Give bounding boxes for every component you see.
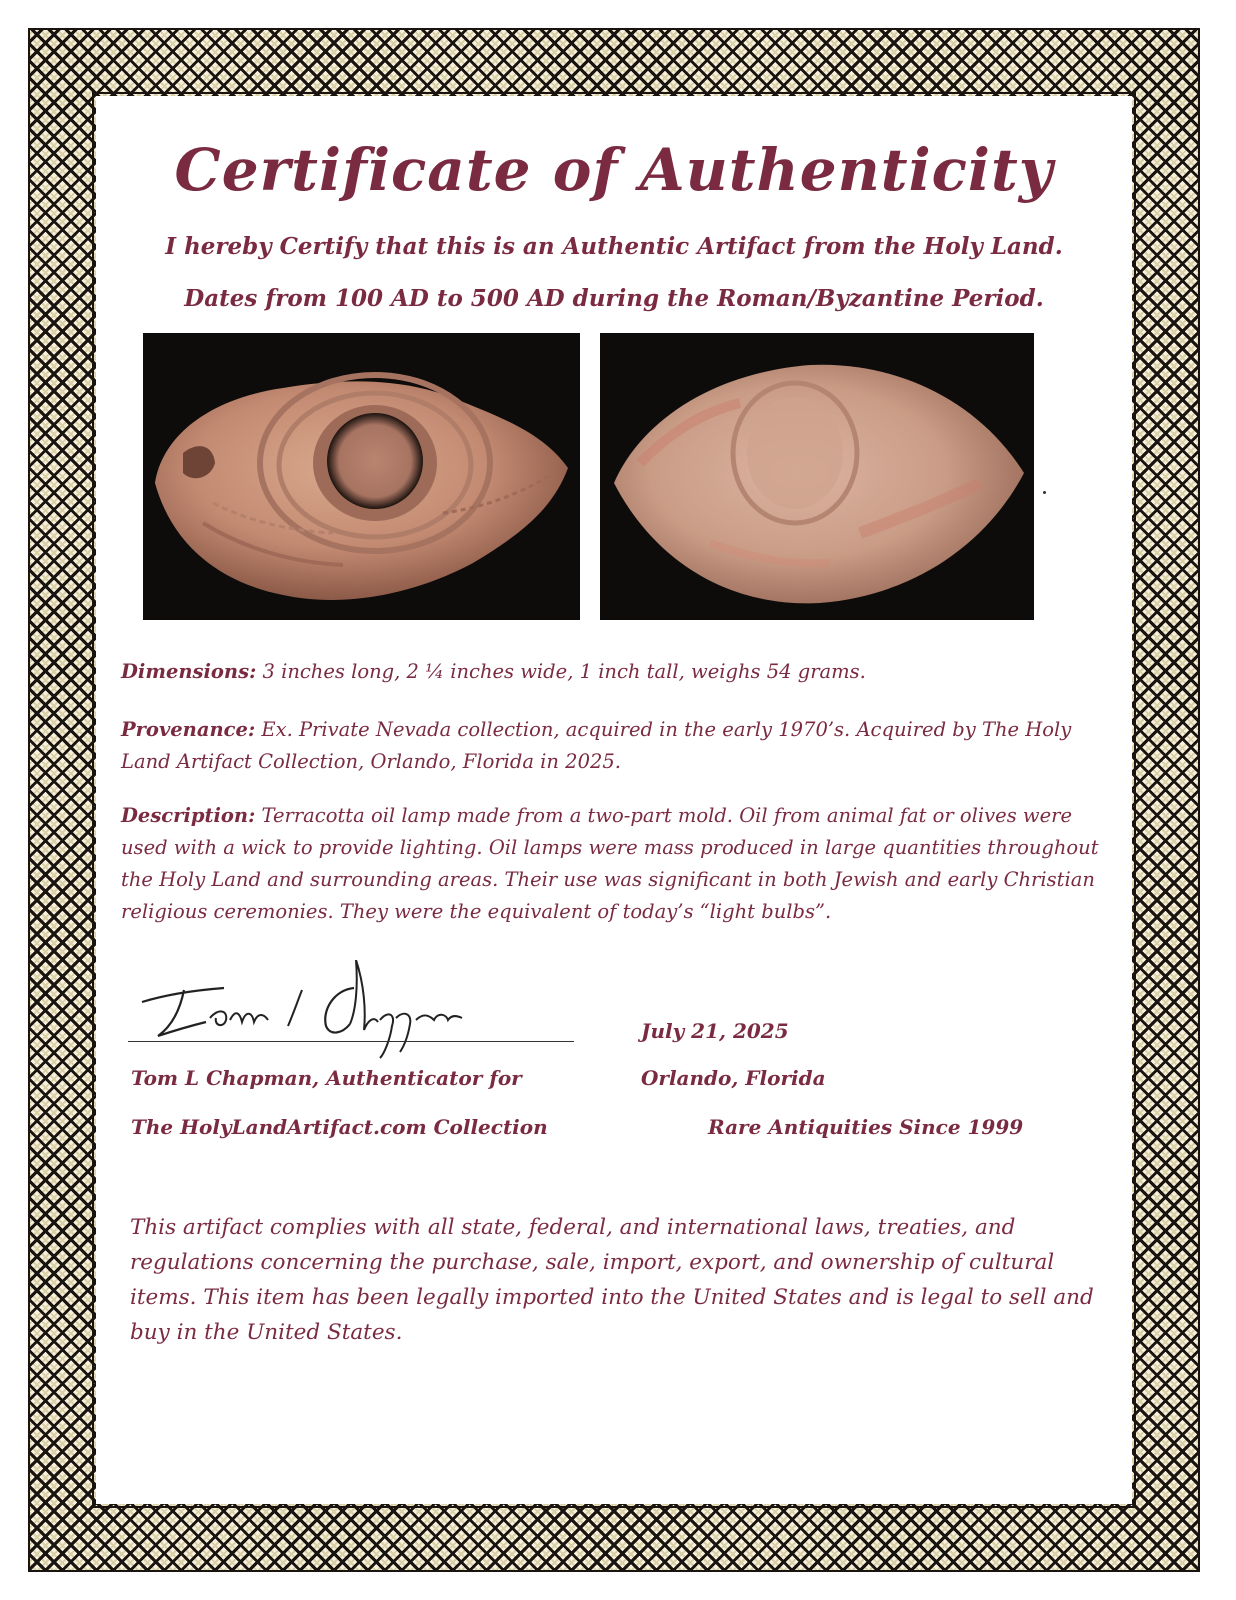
certificate-city: Orlando, Florida	[641, 1066, 826, 1090]
tagline: Rare Antiquities Since 1999	[708, 1115, 1024, 1139]
provenance-label: Provenance:	[121, 718, 256, 741]
dimensions-text: 3 inches long, 2 ¼ inches wide, 1 inch tall, weighs 54 grams.	[256, 660, 866, 683]
description-text: Terracotta oil lamp made from a two-part mold. Oil from animal fat or olives were used with a wick to provide lighting. Oil lamps were mass produced in large quantities throughout the Holy Land and surrounding areas. Their use was significant in both Jewish and early Christian religious ceremonies. They were the equivalent of today’s “light bulbs”.	[121, 804, 1099, 923]
certificate-date: July 21, 2025	[641, 1019, 789, 1043]
description-label: Description:	[121, 804, 256, 827]
provenance-text: Ex. Private Nevada collection, acquired in the early 1970’s. Acquired by The Holy Land Artifact Collection, Orlando, Florida in 2025.	[121, 718, 1072, 773]
collection-name: The HolyLandArtifact.com Collection	[131, 1115, 548, 1139]
oil-lamp-bottom-view-photo	[600, 333, 1034, 620]
signature-icon	[128, 960, 578, 1060]
dimensions-label: Dimensions:	[121, 660, 257, 683]
dimensions-paragraph	[121, 656, 1111, 688]
legal-statement: This artifact complies with all state, federal, and international laws, treaties, and regulations concerning the purchase, sale, import, export, and ownership of cultural items. This item has been legally imported into the United States and is legal to sell and buy in the United States.	[130, 1215, 1094, 1345]
signature-line	[128, 1041, 574, 1042]
description-paragraph	[121, 800, 1111, 928]
oil-lamp-top-icon	[143, 333, 580, 620]
paper-speck	[1043, 491, 1046, 494]
dates-statement: Dates from 100 AD to 500 AD during the Roman/Byzantine Period.	[184, 285, 1044, 312]
provenance-paragraph	[121, 714, 1111, 778]
certify-statement: I hereby Certify that this is an Authentic Artifact from the Holy Land.	[165, 233, 1063, 260]
certificate-title: Certificate of Authenticity	[174, 136, 1054, 204]
oil-lamp-bottom-icon	[600, 333, 1034, 620]
oil-lamp-top-view-photo	[143, 333, 580, 620]
authenticator-name: Tom L Chapman, Authenticator for	[131, 1066, 522, 1090]
